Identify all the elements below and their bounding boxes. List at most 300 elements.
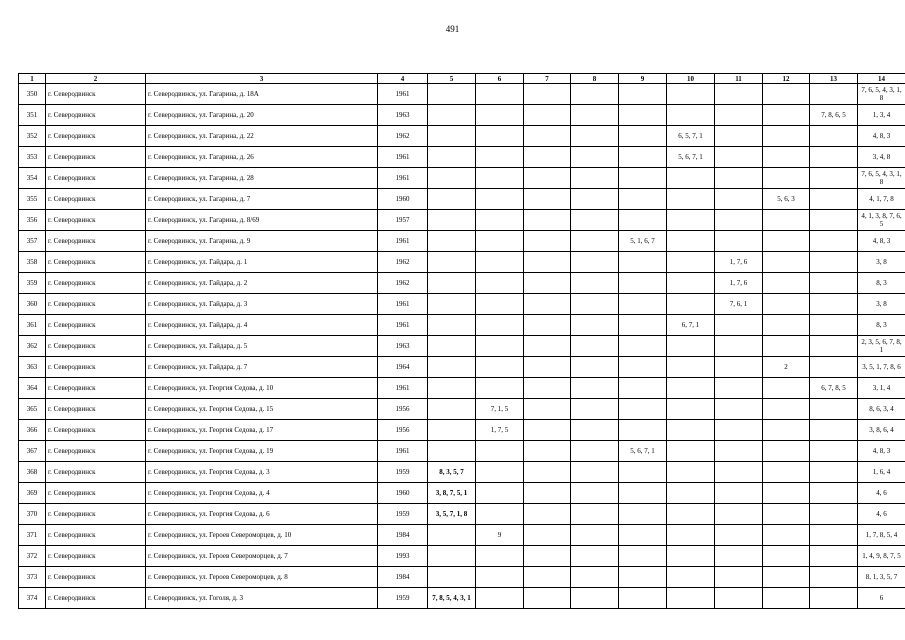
table-cell-col-4: 1961 — [378, 378, 428, 399]
table-cell-col-13 — [810, 84, 858, 105]
table-cell-col-7 — [524, 525, 571, 546]
table-cell-col-3: г. Северодвинск, ул. Гагарина, д. 22 — [146, 126, 378, 147]
table-cell-col-1: 362 — [19, 336, 46, 357]
table-cell-col-14: 1, 7, 8, 5, 4 — [858, 525, 905, 546]
table-cell-col-4: 1961 — [378, 84, 428, 105]
table-cell-col-13 — [810, 357, 858, 378]
table-cell-col-4: 1959 — [378, 462, 428, 483]
table-cell-col-8 — [571, 462, 619, 483]
table-cell-col-3: г. Северодвинск, ул. Гайдара, д. 1 — [146, 252, 378, 273]
table-cell-col-10: 6, 7, 1 — [667, 315, 715, 336]
table-cell-col-13 — [810, 231, 858, 252]
table-cell-col-7 — [524, 294, 571, 315]
table-cell-col-14: 3, 8 — [858, 294, 905, 315]
table-cell-col-8 — [571, 294, 619, 315]
table-cell-col-8 — [571, 84, 619, 105]
table-cell-col-9 — [619, 483, 667, 504]
table-cell-col-1: 368 — [19, 462, 46, 483]
table-cell-col-8 — [571, 168, 619, 189]
table-cell-col-4: 1960 — [378, 483, 428, 504]
table-cell-col-10 — [667, 399, 715, 420]
table-cell-col-1: 356 — [19, 210, 46, 231]
table-cell-col-8 — [571, 231, 619, 252]
table-cell-col-7 — [524, 210, 571, 231]
table-cell-col-11 — [715, 546, 763, 567]
table-cell-col-10 — [667, 441, 715, 462]
table-cell-col-2: г. Северодвинск — [46, 210, 146, 231]
table-cell-col-4: 1959 — [378, 504, 428, 525]
table-cell-col-2: г. Северодвинск — [46, 588, 146, 609]
table-cell-col-7 — [524, 315, 571, 336]
table-cell-col-8 — [571, 525, 619, 546]
table-cell-col-9 — [619, 126, 667, 147]
table-cell-col-14: 4, 6 — [858, 504, 905, 525]
table-cell-col-10 — [667, 105, 715, 126]
table-cell-col-13 — [810, 168, 858, 189]
table-cell-col-13 — [810, 441, 858, 462]
table-row — [19, 462, 905, 483]
table-cell-col-8 — [571, 315, 619, 336]
table-cell-col-1: 372 — [19, 546, 46, 567]
table-cell-col-11 — [715, 525, 763, 546]
table-cell-col-11 — [715, 126, 763, 147]
table-cell-col-13 — [810, 294, 858, 315]
table-cell-col-5 — [428, 273, 476, 294]
table-cell-col-4: 1962 — [378, 252, 428, 273]
table-cell-col-5 — [428, 126, 476, 147]
table-cell-col-13 — [810, 147, 858, 168]
table-cell-col-1: 359 — [19, 273, 46, 294]
table-cell-col-14: 4, 1, 7, 8 — [858, 189, 905, 210]
table-cell-col-2: г. Северодвинск — [46, 105, 146, 126]
table-cell-col-6 — [476, 441, 524, 462]
table-cell-col-11 — [715, 504, 763, 525]
table-cell-col-11 — [715, 441, 763, 462]
table-row — [19, 567, 905, 588]
table-cell-col-2: г. Северодвинск — [46, 399, 146, 420]
table-cell-col-11 — [715, 84, 763, 105]
table-cell-col-5 — [428, 441, 476, 462]
table-cell-col-10 — [667, 567, 715, 588]
table-row — [19, 168, 905, 189]
table-cell-col-1: 363 — [19, 357, 46, 378]
table-cell-col-11 — [715, 210, 763, 231]
table-row — [19, 441, 905, 462]
table-cell-col-6 — [476, 294, 524, 315]
table-cell-col-6 — [476, 105, 524, 126]
table-cell-col-9 — [619, 252, 667, 273]
table-cell-col-6 — [476, 357, 524, 378]
table-cell-col-10 — [667, 483, 715, 504]
table-cell-col-7 — [524, 168, 571, 189]
table-cell-col-4: 1984 — [378, 567, 428, 588]
table-cell-col-7 — [524, 567, 571, 588]
table-cell-col-7 — [524, 273, 571, 294]
registry-table — [18, 73, 905, 609]
table-cell-col-2: г. Северодвинск — [46, 420, 146, 441]
table-cell-col-2: г. Северодвинск — [46, 441, 146, 462]
table-cell-col-5 — [428, 420, 476, 441]
table-cell-col-4: 1962 — [378, 126, 428, 147]
table-cell-col-3: г. Северодвинск, ул. Гайдара, д. 7 — [146, 357, 378, 378]
table-cell-col-12 — [763, 294, 810, 315]
table-cell-col-11: 1, 7, 6 — [715, 252, 763, 273]
table-cell-col-9 — [619, 210, 667, 231]
table-cell-col-6 — [476, 126, 524, 147]
table-cell-col-9 — [619, 462, 667, 483]
table-cell-col-12 — [763, 504, 810, 525]
table-cell-col-10 — [667, 252, 715, 273]
table-cell-col-12 — [763, 420, 810, 441]
table-cell-col-6 — [476, 210, 524, 231]
table-cell-col-9 — [619, 315, 667, 336]
table-cell-col-5 — [428, 336, 476, 357]
table-cell-col-14: 2, 3, 5, 6, 7, 8, 1 — [858, 336, 905, 357]
table-cell-col-1: 364 — [19, 378, 46, 399]
table-row — [19, 126, 905, 147]
table-cell-col-14: 3, 4, 8 — [858, 147, 905, 168]
table-cell-col-9 — [619, 147, 667, 168]
table-cell-col-4: 1961 — [378, 168, 428, 189]
column-header-10: 10 — [667, 74, 715, 84]
table-cell-col-12 — [763, 147, 810, 168]
table-row — [19, 147, 905, 168]
table-cell-col-14: 1, 6, 4 — [858, 462, 905, 483]
table-cell-col-5: 7, 8, 5, 4, 3, 1 — [428, 588, 476, 609]
table-cell-col-5 — [428, 399, 476, 420]
table-cell-col-6 — [476, 483, 524, 504]
table-cell-col-1: 369 — [19, 483, 46, 504]
table-cell-col-6 — [476, 378, 524, 399]
table-cell-col-12 — [763, 399, 810, 420]
table-cell-col-11 — [715, 378, 763, 399]
table-cell-col-8 — [571, 378, 619, 399]
table-cell-col-5 — [428, 525, 476, 546]
table-cell-col-13 — [810, 252, 858, 273]
table-cell-col-13 — [810, 273, 858, 294]
table-cell-col-3: г. Северодвинск, ул. Гайдара, д. 2 — [146, 273, 378, 294]
table-cell-col-11: 7, 6, 1 — [715, 294, 763, 315]
table-cell-col-6 — [476, 168, 524, 189]
table-cell-col-1: 354 — [19, 168, 46, 189]
table-cell-col-2: г. Северодвинск — [46, 336, 146, 357]
table-cell-col-7 — [524, 126, 571, 147]
table-cell-col-4: 1961 — [378, 147, 428, 168]
column-header-2: 2 — [46, 74, 146, 84]
table-cell-col-4: 1961 — [378, 294, 428, 315]
table-cell-col-12 — [763, 378, 810, 399]
table-cell-col-2: г. Северодвинск — [46, 231, 146, 252]
table-cell-col-2: г. Северодвинск — [46, 378, 146, 399]
table-cell-col-4: 1963 — [378, 105, 428, 126]
table-cell-col-10 — [667, 294, 715, 315]
table-cell-col-10: 6, 5, 7, 1 — [667, 126, 715, 147]
table-cell-col-2: г. Северодвинск — [46, 252, 146, 273]
table-cell-col-1: 366 — [19, 420, 46, 441]
table-cell-col-10 — [667, 462, 715, 483]
table-cell-col-4: 1984 — [378, 525, 428, 546]
table-cell-col-13 — [810, 210, 858, 231]
table-cell-col-7 — [524, 336, 571, 357]
table-cell-col-13 — [810, 189, 858, 210]
table-cell-col-3: г. Северодвинск, ул. Георгия Седова, д. 17 — [146, 420, 378, 441]
table-cell-col-3: г. Северодвинск, ул. Георгия Седова, д. 10 — [146, 378, 378, 399]
table-cell-col-12 — [763, 273, 810, 294]
table-cell-col-3: г. Северодвинск, ул. Героев Североморцев, д. 8 — [146, 567, 378, 588]
table-cell-col-1: 370 — [19, 504, 46, 525]
table-cell-col-9 — [619, 189, 667, 210]
table-cell-col-5 — [428, 168, 476, 189]
table-cell-col-10 — [667, 504, 715, 525]
table-cell-col-9: 5, 6, 7, 1 — [619, 441, 667, 462]
table-cell-col-13 — [810, 336, 858, 357]
table-cell-col-8 — [571, 273, 619, 294]
table-cell-col-14: 1, 4, 9, 8, 7, 5 — [858, 546, 905, 567]
table-cell-col-10 — [667, 168, 715, 189]
table-cell-col-11 — [715, 231, 763, 252]
table-cell-col-13: 6, 7, 8, 5 — [810, 378, 858, 399]
table-cell-col-5 — [428, 294, 476, 315]
table-cell-col-9 — [619, 546, 667, 567]
table-cell-col-10 — [667, 84, 715, 105]
table-cell-col-5 — [428, 567, 476, 588]
table-cell-col-14: 7, 6, 5, 4, 3, 1, 8 — [858, 84, 905, 105]
table-cell-col-2: г. Северодвинск — [46, 483, 146, 504]
table-cell-col-13 — [810, 315, 858, 336]
table-cell-col-2: г. Северодвинск — [46, 126, 146, 147]
table-cell-col-8 — [571, 189, 619, 210]
table-cell-col-9 — [619, 84, 667, 105]
table-cell-col-7 — [524, 399, 571, 420]
table-cell-col-3: г. Северодвинск, ул. Гагарина, д. 18А — [146, 84, 378, 105]
table-cell-col-8 — [571, 483, 619, 504]
table-cell-col-13 — [810, 567, 858, 588]
table-row — [19, 84, 905, 105]
table-cell-col-5 — [428, 210, 476, 231]
table-cell-col-11 — [715, 189, 763, 210]
table-row — [19, 189, 905, 210]
table-row — [19, 483, 905, 504]
table-row — [19, 231, 905, 252]
table-cell-col-4: 1960 — [378, 189, 428, 210]
table-cell-col-2: г. Северодвинск — [46, 273, 146, 294]
table-cell-col-14: 3, 8 — [858, 252, 905, 273]
table-cell-col-10 — [667, 525, 715, 546]
table-cell-col-14: 4, 1, 3, 8, 7, 6, 5 — [858, 210, 905, 231]
table-cell-col-2: г. Северодвинск — [46, 357, 146, 378]
table-cell-col-11 — [715, 105, 763, 126]
table-cell-col-1: 365 — [19, 399, 46, 420]
table-cell-col-4: 1961 — [378, 315, 428, 336]
table-cell-col-5 — [428, 84, 476, 105]
table-cell-col-9: 5, 1, 6, 7 — [619, 231, 667, 252]
table-cell-col-6 — [476, 273, 524, 294]
table-cell-col-8 — [571, 147, 619, 168]
table-cell-col-1: 357 — [19, 231, 46, 252]
table-cell-col-14: 8, 3 — [858, 315, 905, 336]
table-cell-col-11 — [715, 588, 763, 609]
table-cell-col-12 — [763, 588, 810, 609]
table-cell-col-7 — [524, 231, 571, 252]
table-cell-col-3: г. Северодвинск, ул. Георгия Седова, д. 6 — [146, 504, 378, 525]
table-cell-col-1: 350 — [19, 84, 46, 105]
table-cell-col-10 — [667, 546, 715, 567]
table-cell-col-6 — [476, 84, 524, 105]
table-cell-col-6 — [476, 567, 524, 588]
table-cell-col-8 — [571, 420, 619, 441]
table-cell-col-9 — [619, 336, 667, 357]
table-cell-col-11 — [715, 399, 763, 420]
table-cell-col-11 — [715, 462, 763, 483]
table-cell-col-7 — [524, 378, 571, 399]
table-cell-col-7 — [524, 588, 571, 609]
table-row — [19, 315, 905, 336]
table-cell-col-12 — [763, 462, 810, 483]
table-cell-col-7 — [524, 504, 571, 525]
table-cell-col-13 — [810, 462, 858, 483]
table-cell-col-3: г. Северодвинск, ул. Георгия Седова, д. 15 — [146, 399, 378, 420]
column-header-13: 13 — [810, 74, 858, 84]
table-cell-col-3: г. Северодвинск, ул. Героев Североморцев, д. 10 — [146, 525, 378, 546]
table-cell-col-2: г. Северодвинск — [46, 147, 146, 168]
table-cell-col-8 — [571, 441, 619, 462]
table-cell-col-10 — [667, 378, 715, 399]
table-row — [19, 525, 905, 546]
table-cell-col-14: 1, 3, 4 — [858, 105, 905, 126]
table-cell-col-7 — [524, 357, 571, 378]
page-number: 491 — [445, 24, 460, 34]
table-cell-col-5 — [428, 105, 476, 126]
table-cell-col-1: 358 — [19, 252, 46, 273]
table-row — [19, 294, 905, 315]
table-cell-col-5 — [428, 315, 476, 336]
table-cell-col-12 — [763, 483, 810, 504]
table-cell-col-12 — [763, 441, 810, 462]
table-cell-col-3: г. Северодвинск, ул. Гагарина, д. 9 — [146, 231, 378, 252]
table-cell-col-12 — [763, 525, 810, 546]
table-cell-col-2: г. Северодвинск — [46, 84, 146, 105]
table-cell-col-1: 353 — [19, 147, 46, 168]
table-cell-col-7 — [524, 483, 571, 504]
table-cell-col-4: 1964 — [378, 357, 428, 378]
table-cell-col-5: 8, 3, 5, 7 — [428, 462, 476, 483]
table-cell-col-1: 371 — [19, 525, 46, 546]
table-row — [19, 378, 905, 399]
table-cell-col-8 — [571, 252, 619, 273]
table-cell-col-14: 3, 8, 6, 4 — [858, 420, 905, 441]
table-cell-col-9 — [619, 105, 667, 126]
table-row — [19, 252, 905, 273]
table-cell-col-7 — [524, 189, 571, 210]
table-cell-col-10 — [667, 357, 715, 378]
column-header-1: 1 — [19, 74, 46, 84]
table-cell-col-10 — [667, 189, 715, 210]
table-cell-col-12 — [763, 567, 810, 588]
table-cell-col-3: г. Северодвинск, ул. Героев Североморцев, д. 7 — [146, 546, 378, 567]
column-header-11: 11 — [715, 74, 763, 84]
table-cell-col-6 — [476, 462, 524, 483]
table-cell-col-10 — [667, 231, 715, 252]
table-cell-col-10: 5, 6, 7, 1 — [667, 147, 715, 168]
table-cell-col-6 — [476, 588, 524, 609]
table-cell-col-8 — [571, 546, 619, 567]
table-cell-col-11: 1, 7, 6 — [715, 273, 763, 294]
table-cell-col-12 — [763, 315, 810, 336]
table-cell-col-6 — [476, 189, 524, 210]
table-cell-col-4: 1993 — [378, 546, 428, 567]
table-cell-col-2: г. Северодвинск — [46, 189, 146, 210]
table-cell-col-12 — [763, 84, 810, 105]
table-cell-col-2: г. Северодвинск — [46, 567, 146, 588]
table-cell-col-14: 4, 8, 3 — [858, 126, 905, 147]
table-cell-col-6 — [476, 336, 524, 357]
table-cell-col-12 — [763, 336, 810, 357]
table-cell-col-1: 351 — [19, 105, 46, 126]
table-cell-col-6 — [476, 252, 524, 273]
table-row — [19, 588, 905, 609]
table-cell-col-1: 355 — [19, 189, 46, 210]
table-cell-col-14: 8, 1, 3, 5, 7 — [858, 567, 905, 588]
table-cell-col-10 — [667, 336, 715, 357]
table-cell-col-11 — [715, 420, 763, 441]
table-cell-col-13 — [810, 525, 858, 546]
table-cell-col-14: 8, 6, 3, 4 — [858, 399, 905, 420]
table-cell-col-2: г. Северодвинск — [46, 294, 146, 315]
table-cell-col-2: г. Северодвинск — [46, 462, 146, 483]
table-cell-col-12: 5, 6, 3 — [763, 189, 810, 210]
table-cell-col-8 — [571, 504, 619, 525]
table-cell-col-7 — [524, 84, 571, 105]
table-cell-col-13: 7, 8, 6, 5 — [810, 105, 858, 126]
table-cell-col-3: г. Северодвинск, ул. Георгия Седова, д. 3 — [146, 462, 378, 483]
table-row — [19, 399, 905, 420]
table-cell-col-9 — [619, 357, 667, 378]
column-header-3: 3 — [146, 74, 378, 84]
table-cell-col-9 — [619, 588, 667, 609]
table-cell-col-14: 3, 1, 4 — [858, 378, 905, 399]
table-cell-col-12 — [763, 546, 810, 567]
column-header-14: 14 — [858, 74, 905, 84]
table-cell-col-7 — [524, 252, 571, 273]
table-cell-col-3: г. Северодвинск, ул. Гайдара, д. 5 — [146, 336, 378, 357]
table-cell-col-3: г. Северодвинск, ул. Гагарина, д. 7 — [146, 189, 378, 210]
table-cell-col-1: 352 — [19, 126, 46, 147]
table-cell-col-12 — [763, 168, 810, 189]
table-cell-col-1: 361 — [19, 315, 46, 336]
table-cell-col-9 — [619, 273, 667, 294]
table-cell-col-5 — [428, 546, 476, 567]
table-cell-col-4: 1957 — [378, 210, 428, 231]
table-cell-col-9 — [619, 420, 667, 441]
table-cell-col-8 — [571, 105, 619, 126]
table-cell-col-3: г. Северодвинск, ул. Гагарина, д. 20 — [146, 105, 378, 126]
table-cell-col-5 — [428, 189, 476, 210]
table-cell-col-1: 367 — [19, 441, 46, 462]
column-header-5: 5 — [428, 74, 476, 84]
table-cell-col-11 — [715, 336, 763, 357]
table-cell-col-8 — [571, 357, 619, 378]
table-cell-col-14: 4, 8, 3 — [858, 441, 905, 462]
table-cell-col-10 — [667, 588, 715, 609]
table-cell-col-11 — [715, 168, 763, 189]
table-cell-col-8 — [571, 336, 619, 357]
table-cell-col-6 — [476, 504, 524, 525]
header-row — [19, 74, 905, 84]
table-cell-col-7 — [524, 105, 571, 126]
table-cell-col-11 — [715, 567, 763, 588]
table-cell-col-6: 1, 7, 5 — [476, 420, 524, 441]
table-cell-col-3: г. Северодвинск, ул. Гайдара, д. 3 — [146, 294, 378, 315]
